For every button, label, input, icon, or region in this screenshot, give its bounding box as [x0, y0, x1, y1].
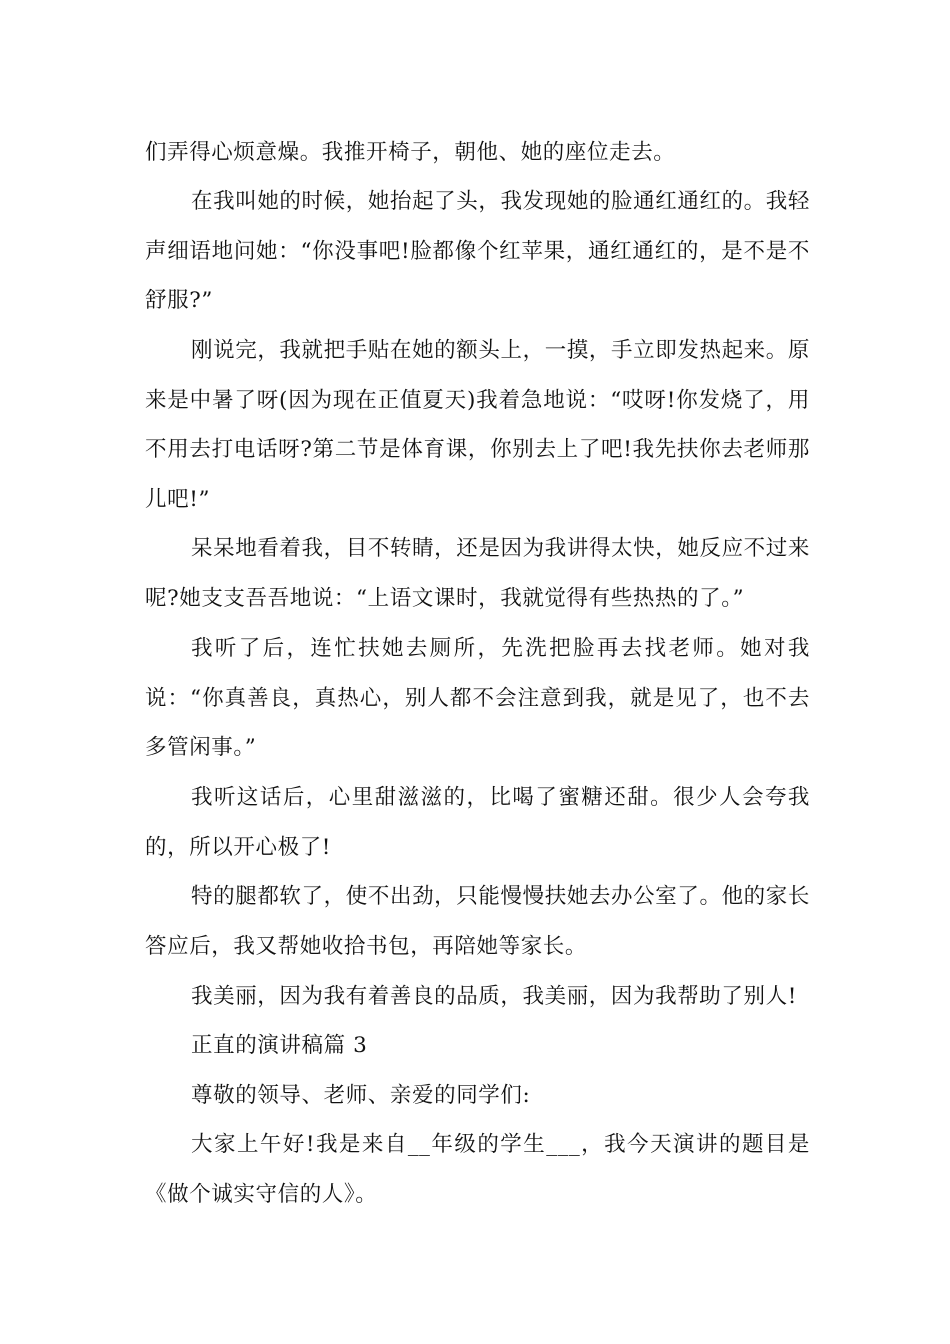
section-heading: 正直的演讲稿篇 3	[191, 1033, 368, 1058]
paragraph: 特的腿都软了，使不出劲，只能慢慢扶她去办公室了。他的家长答应后，我又帮她收拾书包，再陪她等家长。	[145, 884, 810, 959]
paragraph: 在我叫她的时候，她抬起了头，我发现她的脸通红通红的。我轻声细语地问她：“你没事吧!脸都像个红苹果，通红通红的，是不是不舒服?”	[145, 189, 810, 313]
paragraph: 我听这话后，心里甜滋滋的，比喝了蜜糖还甜。很少人会夸我的，所以开心极了!	[145, 785, 810, 860]
paragraph: 们弄得心烦意燥。我推开椅子，朝他、她的座位走去。	[145, 140, 676, 165]
paragraph: 刚说完，我就把手贴在她的额头上，一摸，手立即发热起来。原来是中暑了呀(因为现在正值夏天)我着急地说：“哎呀!你发烧了，用不用去打电话呀?第二节是体育课，你别去上了吧!我先扶你去老师那儿吧!”	[145, 338, 810, 512]
paragraph: 我美丽，因为我有着善良的品质，我美丽，因为我帮助了别人!	[191, 984, 797, 1009]
paragraph: 我听了后，连忙扶她去厕所，先洗把脸再去找老师。她对我说：“你真善良，真热心，别人都不会注意到我，就是见了，也不去多管闲事。”	[145, 636, 810, 760]
paragraph: 呆呆地看着我，目不转睛，还是因为我讲得太快，她反应不过来呢?她支支吾吾地说：“上语文课时，我就觉得有些热热的了。”	[145, 536, 810, 611]
paragraph: 尊敬的领导、老师、亲爱的同学们:	[191, 1083, 531, 1108]
paragraph: 大家上午好!我是来自__年级的学生___，我今天演讲的题目是《做个诚实守信的人》。	[145, 1132, 810, 1207]
